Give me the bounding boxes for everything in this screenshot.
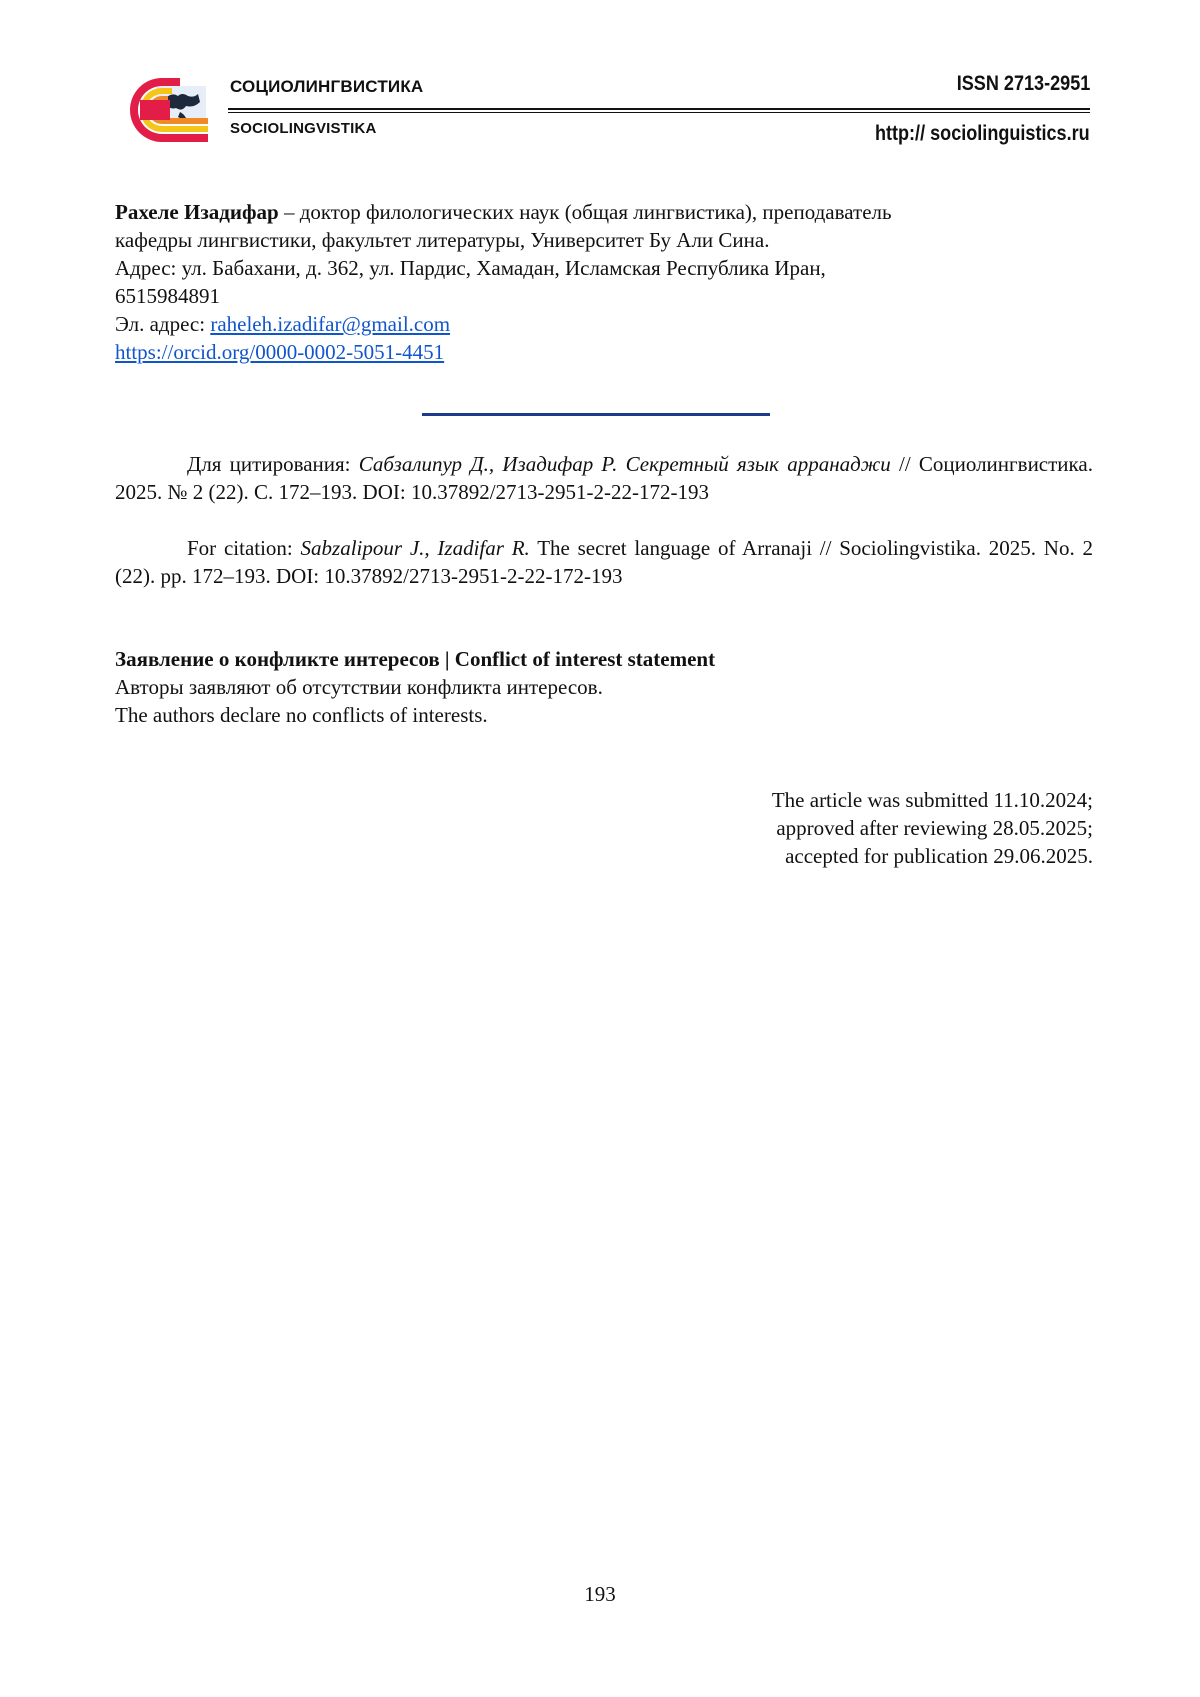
journal-website: http:// sociolinguistics.ru [875,122,1090,145]
author-email-line: Эл. адрес: raheleh.izadifar@gmail.com [115,312,451,336]
date-submitted: The article was submitted 11.10.2024; [771,788,1093,812]
date-approved: approved after reviewing 28.05.2025; [776,816,1093,840]
author-description: Рахеле Изадифар – доктор филологических наук (общая лингвистика), преподаватель [115,200,892,224]
conflict-text-ru: Авторы заявляют об отсутствии конфликта интересов. [115,675,603,699]
citation-en: For citation: Sabzalipour J., Izadifar R. The secret language of Arranaji // Sociolingvistika. 2025. No. 2 (22). pp. 172–193. DOI: 10.37892/2713-2951-2-22-172-193 [115,536,1093,588]
date-accepted: accepted for publication 29.06.2025. [785,844,1093,868]
header-rule-thin [228,112,1090,113]
page-number: 193 [584,1582,616,1606]
article-dates [772,786,1093,870]
author-name: Рахеле Изадифар [115,200,279,224]
journal-logo-icon [110,74,208,146]
citation-ru: Для цитирования: Сабзалипур Д., Изадифар Р. Секретный язык арранаджи // Социолингвистика. 2025. № 2 (22). С. 172–193. DOI: 10.37892/2713-2951-2-22-172-193 [115,452,1093,504]
author-address: Адрес: ул. Бабахани, д. 362, ул. Пардис, Хамадан, Исламская Республика Иран, [115,256,826,280]
conflict-statement [115,645,1093,729]
citation-en-authors: Sabzalipour J., Izadifar R. [300,536,530,560]
orcid-link[interactable]: https://orcid.org/0000-0002-5051-4451 [115,340,445,364]
conflict-heading: Заявление о конфликте интересов | Conflict of interest statement [115,647,716,671]
header-rule [228,108,1090,110]
section-separator [422,413,770,416]
conflict-text-en: The authors declare no conflicts of interests. [115,703,488,727]
citation-ru-authors-title: Сабзалипур Д., Изадифар Р. Секретный язык арранаджи [358,452,891,476]
journal-title-ru: СОЦИОЛИНГВИСТИКА [230,77,424,96]
author-info [115,198,1093,366]
author-postcode: 6515984891 [115,284,220,308]
author-description-cont: кафедры лингвистики, факультет литературы, Университет Бу Али Сина. [115,228,770,252]
journal-title-en: SOCIOLINGVISTIKA [230,120,377,137]
issn: ISSN 2713-2951 [956,72,1090,95]
email-link[interactable]: raheleh.izadifar@gmail.com [210,312,451,336]
